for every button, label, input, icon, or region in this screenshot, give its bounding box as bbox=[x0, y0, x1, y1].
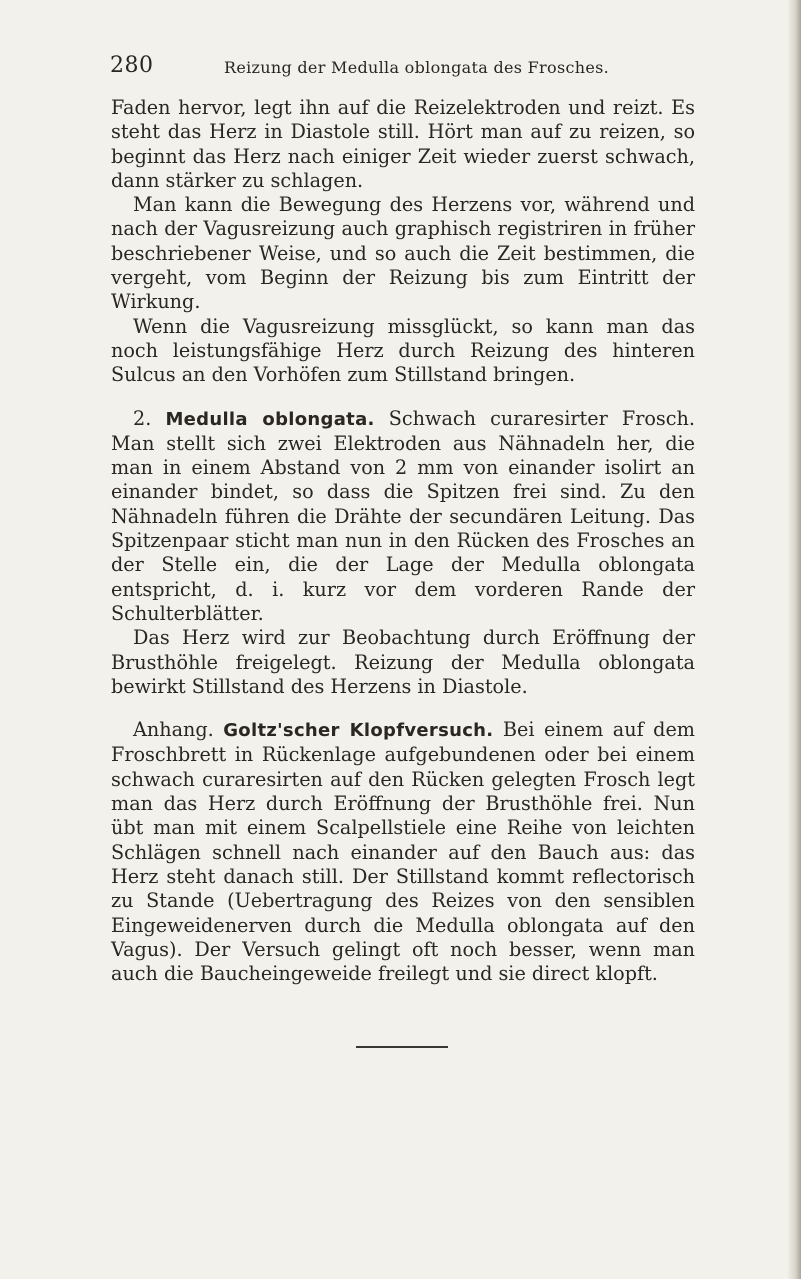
section-text: Schwach curaresirter Frosch. Man stellt sich zwei Elektroden aus Nähnadeln her, die man in einem Abstand von 2 mm von einander isolirt an einander bindet, so dass die Spitzen frei sind. Zu den Nähnadeln führen die Drähte der secundären Leitung. Das Spitzenpaar sticht man nun in den Rücken des Frosches an der Stelle ein, die der Lage der Medulla oblongata entspricht, d. i. kurz vor dem vorderen Rande der Schulterblätter. bbox=[111, 406, 695, 625]
page-edge bbox=[787, 0, 801, 1279]
section-2-paragraph bbox=[111, 407, 695, 627]
appendix-text: Bei einem auf dem Froschbrett in Rückenlage aufgebundenen oder bei einem schwach curaresirten auf den Rücken gelegten Frosch legt man das Herz durch Eröffnung der Brusthöhle frei. Nun übt man mit einem Scalpellstiele eine Reihe von leichten Schlägen schnell nach einander auf den Bauch aus: das Herz steht danach still. Der Stillstand kommt reflectorisch zu Stande (Uebertragung des Reizes von den sensiblen Eingeweidenerven durch die Medulla oblongata auf den Vagus). Der Versuch gelingt oft noch besser, wenn man auch die Baucheingeweide freilegt und sie direct klopft. bbox=[111, 718, 695, 986]
paragraph-5: Das Herz wird zur Beobachtung durch Eröffnung der Brusthöhle freigelegt. Reizung der Medulla oblongata bewirkt Stillstand des Herzens in Diastole. bbox=[111, 626, 695, 698]
section-title: Medulla oblongata. bbox=[165, 408, 375, 430]
appendix-label: Anhang. bbox=[133, 718, 214, 742]
page-body bbox=[111, 96, 695, 986]
paragraph-3: Wenn die Vagusreizung missglückt, so kann man das noch leistungsfähige Herz durch Reizung des hinteren Sulcus an den Vorhöfen zum Stillstand bringen. bbox=[111, 314, 695, 387]
page-number: 280 bbox=[110, 53, 154, 78]
paragraph-1: Faden hervor, legt ihn auf die Reizelektroden und reizt. Es steht das Herz in Diastole still. Hört man auf zu reizen, so beginnt das Herz nach einiger Zeit wieder zuerst schwach, dann stärker zu schlagen. bbox=[111, 96, 695, 192]
page-header bbox=[110, 53, 695, 79]
appendix-title: Goltz'scher Klopfversuch. bbox=[223, 720, 494, 742]
paragraph-2: Man kann die Bewegung des Herzens vor, während und nach der Vagusreizung auch graphisch registriren in früher beschriebener Weise, und so auch die Zeit bestimmen, die vergeht, vom Beginn der Reizung bis zum Eintritt der Wirkung. bbox=[111, 193, 695, 314]
running-head: Reizung der Medulla oblongata des Frosches. bbox=[223, 58, 609, 77]
end-rule bbox=[356, 1046, 448, 1048]
appendix-paragraph bbox=[111, 718, 695, 986]
section-number: 2. bbox=[133, 406, 152, 430]
